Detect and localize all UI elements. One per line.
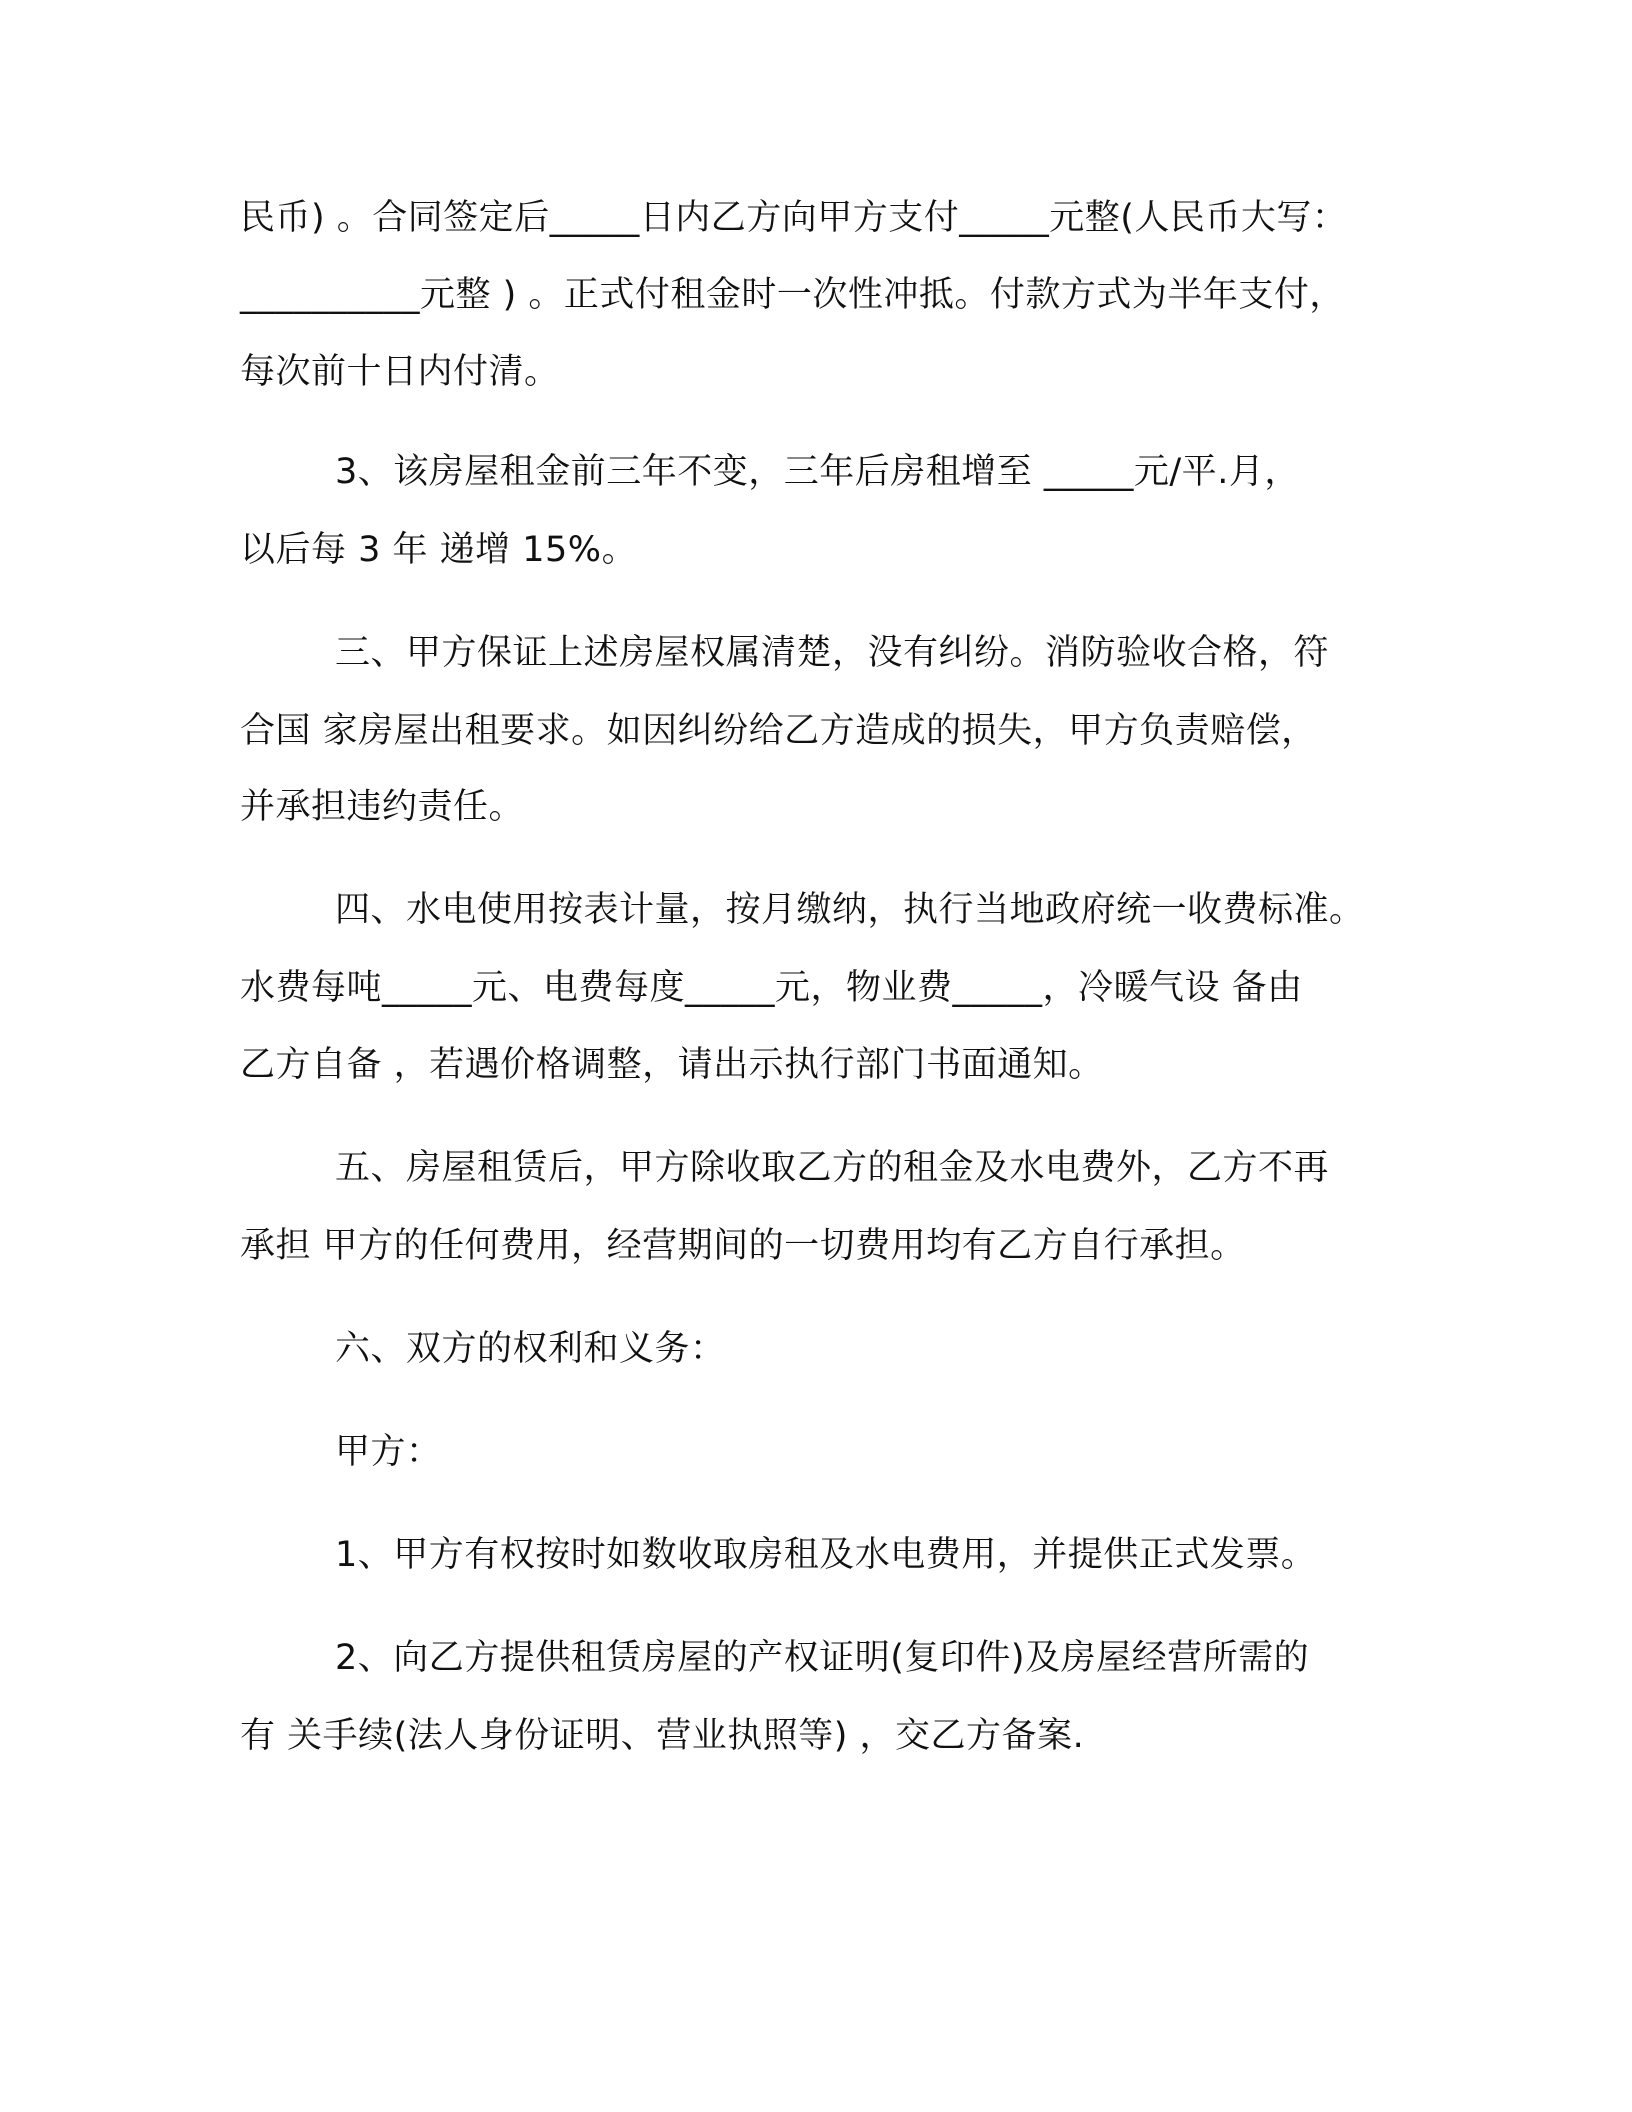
text-line: 并承担违约责任。	[240, 787, 525, 827]
text-line: 水费每吨_____元、电费每度_____元，物业费_____，冷暖气设 备由	[240, 968, 1303, 1008]
text-line: 每次前十日内付清。	[240, 352, 560, 392]
text-line: 1、甲方有权按时如数收取房租及水电费用，并提供正式发票。	[335, 1535, 1317, 1575]
text-line: 合国 家房屋出租要求。如因纠纷给乙方造成的损失，甲方负责赔偿，	[240, 711, 1317, 751]
text-line: 六、双方的权利和义务：	[335, 1329, 726, 1369]
text-line: 民币) 。合同签定后_____日内乙方向甲方支付_____元整(人民币大写：	[240, 198, 1348, 238]
text-line: 有 关手续(法人身份证明、营业执照等) ，交乙方备案.	[240, 1716, 1085, 1756]
text-line: 承担 甲方的任何费用，经营期间的一切费用均有乙方自行承担。	[240, 1226, 1246, 1266]
text-line: 三、甲方保证上述房屋权属清楚，没有纠纷。消防验收合格，符	[335, 633, 1330, 673]
text-line: 四、水电使用按表计量，按月缴纳，执行当地政府统一收费标准。	[335, 890, 1365, 930]
text-line: __________元整 ) 。正式付租金时一次性冲抵。付款方式为半年支付，	[240, 275, 1345, 315]
text-line: 甲方：	[335, 1432, 442, 1472]
text-line: 3、该房屋租金前三年不变，三年后房租增至 _____元/平.月，	[335, 452, 1300, 492]
text-line: 五、房屋租赁后，甲方除收取乙方的租金及水电费外，乙方不再	[335, 1148, 1330, 1188]
text-line: 乙方自备 ，若遇价格调整，请出示执行部门书面通知。	[240, 1045, 1104, 1085]
text-line: 以后每 3 年 递增 15%。	[240, 530, 638, 570]
text-line: 2、向乙方提供租赁房屋的产权证明(复印件)及房屋经营所需的	[335, 1638, 1310, 1678]
